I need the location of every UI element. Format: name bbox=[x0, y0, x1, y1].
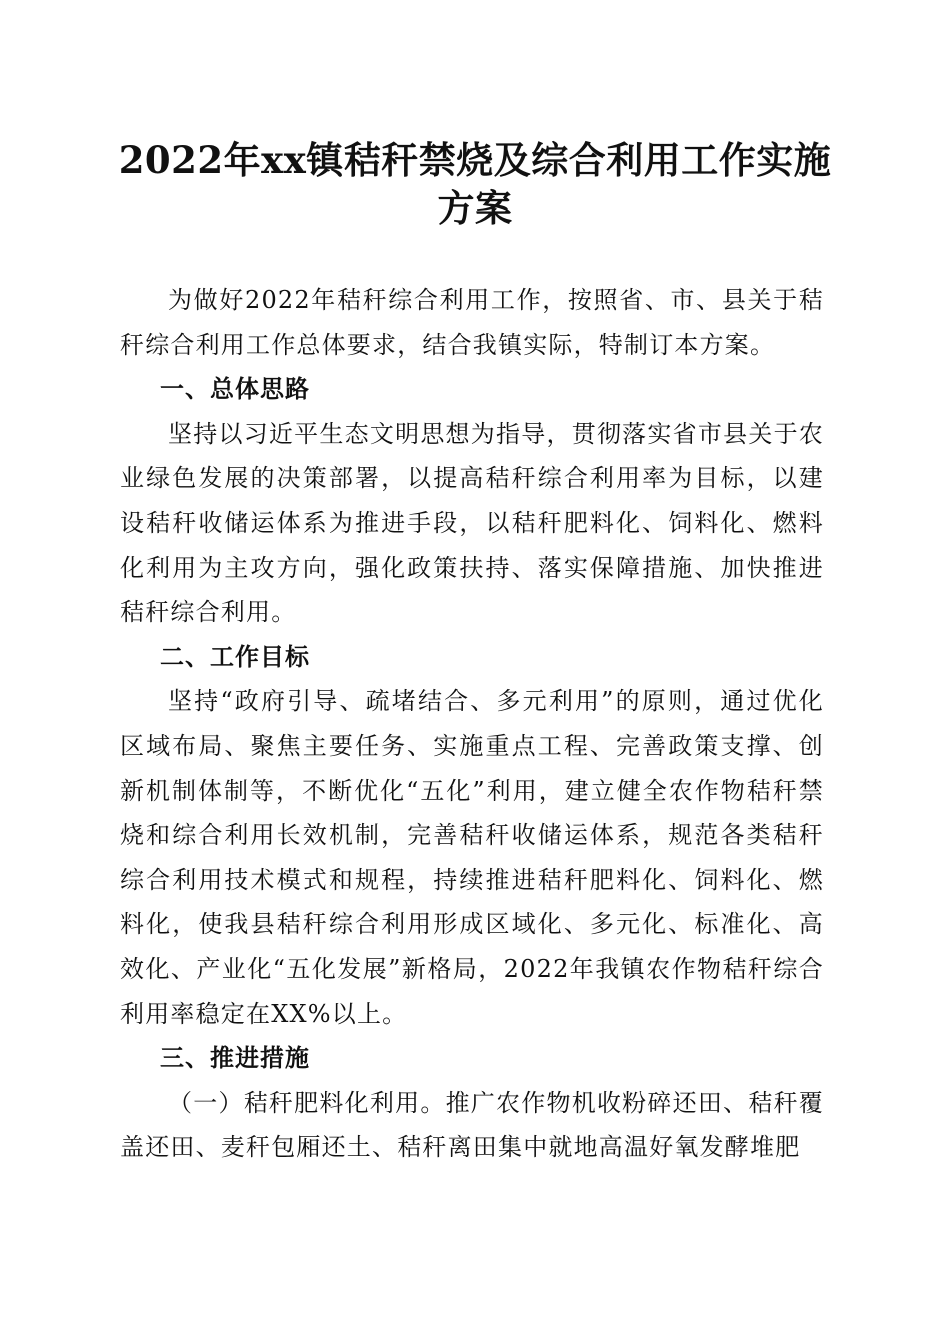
document-body bbox=[120, 278, 824, 1170]
intro-paragraph: 为做好2022年秸秆综合利用工作，按照省、市、县关于秸秆综合利用工作总体要求，结合我镇实际，特制订本方案。 bbox=[120, 286, 824, 359]
subsection-lead-fertilizer: （一）秸秆肥料化利用。 bbox=[168, 1088, 446, 1117]
section-paragraph-overall-approach: 坚持以习近平生态文明思想为指导，贯彻落实省市县关于农业绿色发展的决策部署，以提高秸秆综合利用率为目标，以建设秸秆收储运体系为推进手段，以秸秆肥料化、饲料化、燃料化利用为主攻方向，强化政策扶持、落实保障措施、加快推进秸秆综合利用。 bbox=[120, 419, 824, 627]
section-paragraph-measures bbox=[120, 1081, 824, 1170]
subsection-text-fertilizer: 推广农作物机收粉碎还田、秸秆覆盖还田、麦秆包厢还土、秸秆离田集中就地高温好氧发酵堆肥 bbox=[120, 1088, 825, 1162]
document-title: 2022年xx镇秸秆禁烧及综合利用工作实施方案 bbox=[118, 138, 832, 230]
section-heading-overall-approach: 一、总体思路 bbox=[160, 375, 310, 404]
section-paragraph-work-goals: 坚持“政府引导、疏堵结合、多元利用”的原则，通过优化区域布局、聚焦主要任务、实施重点工程、完善政策支撑、创新机制体制等，不断优化“五化”利用，建立健全农作物秸秆禁烧和综合利用长效机制，完善秸秆收储运体系，规范各类秸秆综合利用技术模式和规程，持续推进秸秆肥料化、饲料化、燃料化，使我县秸秆综合利用形成区域化、多元化、标准化、高效化、产业化“五化发展”新格局，2022年我镇农作物秸秆综合利用率稳定在XX%以上。 bbox=[120, 687, 824, 1028]
section-heading-measures: 三、推进措施 bbox=[160, 1044, 310, 1073]
section-heading-work-goals: 二、工作目标 bbox=[160, 642, 310, 671]
